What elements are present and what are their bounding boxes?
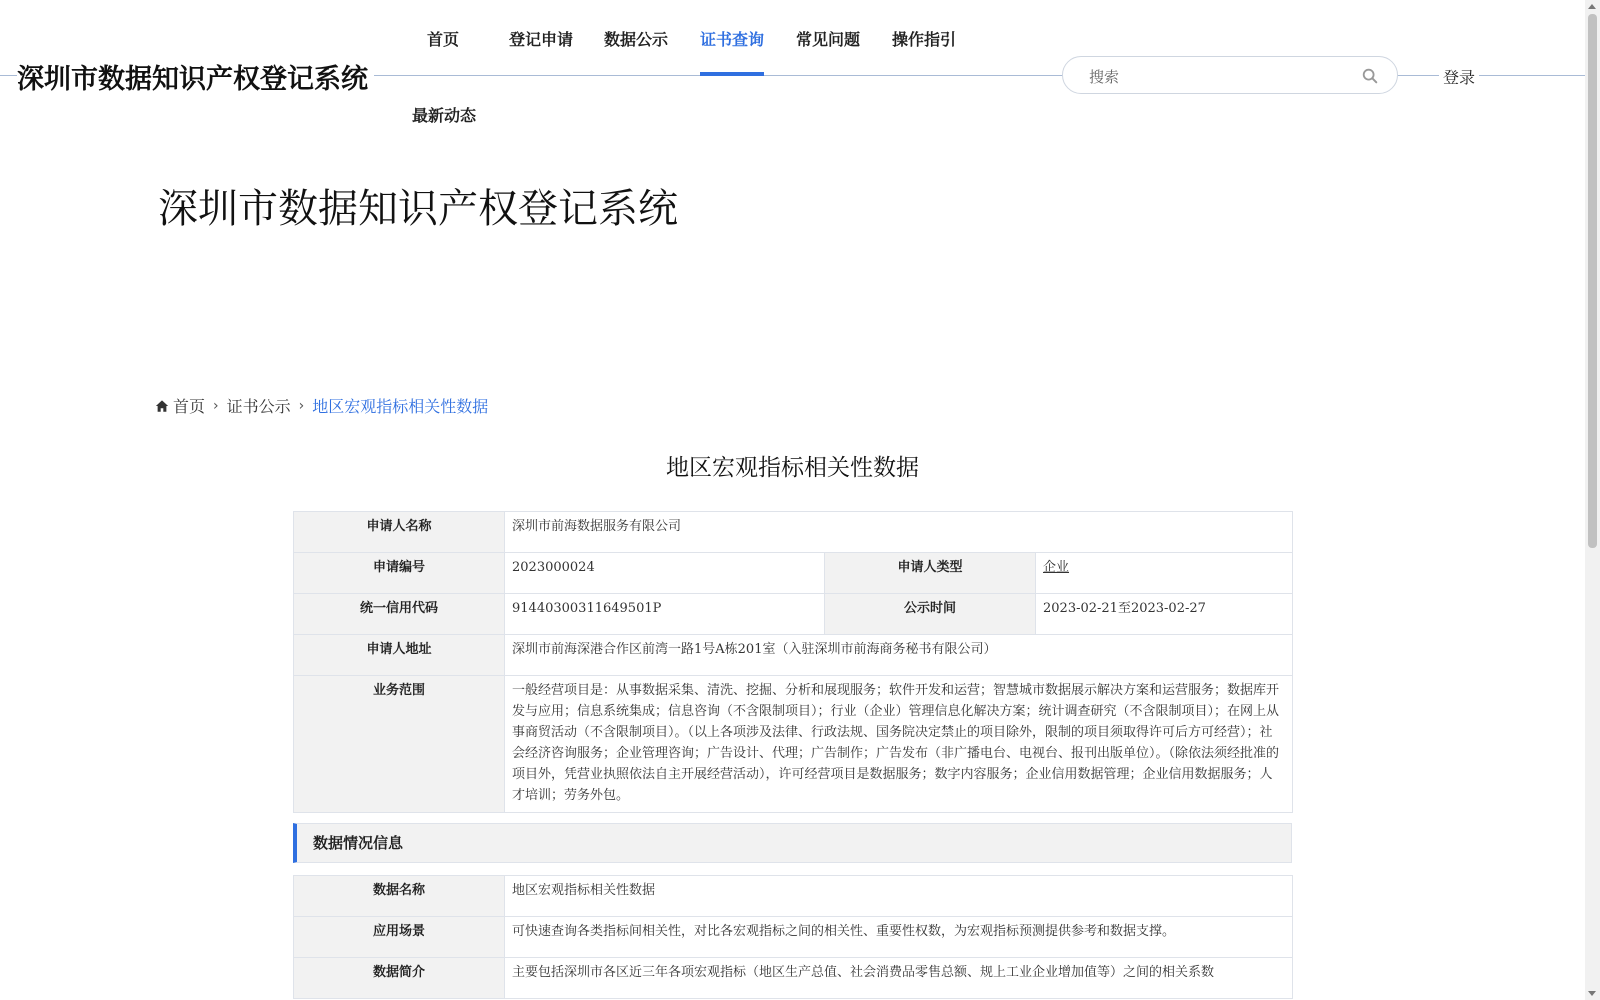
data-section-header: 数据情况信息 [293,823,1292,863]
nav-item-latest-news[interactable]: 最新动态 [412,106,477,125]
credit-code-value: 91440300311649501P [505,594,825,635]
search-icon[interactable] [1361,67,1379,85]
page-title: 地区宏观指标相关性数据 [666,455,919,481]
breadcrumb-certificate-publicity[interactable]: 证书公示 [226,397,291,416]
application-scene-value: 可快速查询各类指标间相关性，对比各宏观指标之间的相关性、重要性权数，为宏观指标预测提供参考和数据支撑。 [505,917,1293,958]
search-box [1062,56,1398,94]
data-info-table [293,875,1293,999]
data-name-label: 数据名称 [294,876,505,917]
active-nav-indicator [700,72,764,76]
breadcrumb-current[interactable]: 地区宏观指标相关性数据 [312,397,489,416]
application-scene-label: 应用场景 [294,917,505,958]
nav-item-data-publicity[interactable]: 数据公示 [604,30,669,49]
vertical-scrollbar[interactable] [1585,0,1600,1000]
data-name-value: 地区宏观指标相关性数据 [505,876,1293,917]
business-scope-label: 业务范围 [294,676,505,813]
business-scope-value: 一般经营项目是：从事数据采集、清洗、挖掘、分析和展现服务；软件开发和运营；智慧城市数据展示解决方案和运营服务；数据库开发与应用；信息系统集成；信息咨询（不含限制项目）；行业（企业）管理信息化解决方案；统计调查研究（不含限制项目）；在网上从事商贸活动（不含限制项目）。（以上各项涉及法律、行政法规、国务院决定禁止的项目除外，限制的项目须取得许可后方可经营）；社会经济咨询服务；企业管理咨询；广告设计、代理；广告制作；广告发布（非广播电台、电视台、报刊出版单位）。（除依法须经批准的项目外，凭营业执照依法自主开展经营活动），许可经营项目是数据服务；数字内容服务；企业信用数据管理；企业信用数据服务；人才培训；劳务外包。 [505,676,1293,813]
scroll-up-arrow-icon[interactable] [1588,4,1596,9]
search-input[interactable] [1087,65,1351,89]
nav-item-home[interactable]: 首页 [427,30,460,49]
home-icon [155,399,169,413]
applicant-address-value: 深圳市前海深港合作区前湾一路1号A栋201室（入驻深圳市前海商务秘书有限公司） [505,635,1293,676]
applicant-name-label: 申请人名称 [294,512,505,553]
chevron-right-icon: › [213,397,219,414]
applicant-type-value: 企业 [1043,560,1070,575]
nav-item-certificate-query[interactable]: 证书查询 [700,30,765,49]
credit-code-label: 统一信用代码 [294,594,505,635]
breadcrumb [155,394,488,417]
breadcrumb-home[interactable]: 首页 [173,397,206,416]
application-number-label: 申请编号 [294,553,505,594]
chevron-right-icon: › [298,397,305,414]
scroll-down-arrow-icon[interactable] [1588,991,1596,996]
login-link[interactable]: 登录 [1439,65,1479,88]
hero-title: 深圳市数据知识产权登记系统 [158,186,678,232]
nav-item-guide[interactable]: 操作指引 [892,30,957,49]
application-number-value: 2023000024 [505,553,825,594]
data-intro-label: 数据简介 [294,958,505,999]
nav-item-register-apply[interactable]: 登记申请 [509,30,574,49]
data-intro-value: 主要包括深圳市各区近三年各项宏观指标（地区生产总值、社会消费品零售总额、规上工业企业增加值等）之间的相关系数 [505,958,1293,999]
site-title: 深圳市数据知识产权登记系统 [17,57,374,96]
scrollbar-thumb[interactable] [1588,14,1597,548]
applicant-info-table [293,511,1293,813]
applicant-type-label: 申请人类型 [825,553,1036,594]
applicant-name-value: 深圳市前海数据服务有限公司 [505,512,1293,553]
publicity-period-value: 2023-02-21至2023-02-27 [1036,594,1293,635]
applicant-address-label: 申请人地址 [294,635,505,676]
nav-item-faq[interactable]: 常见问题 [796,30,861,49]
publicity-period-label: 公示时间 [825,594,1036,635]
